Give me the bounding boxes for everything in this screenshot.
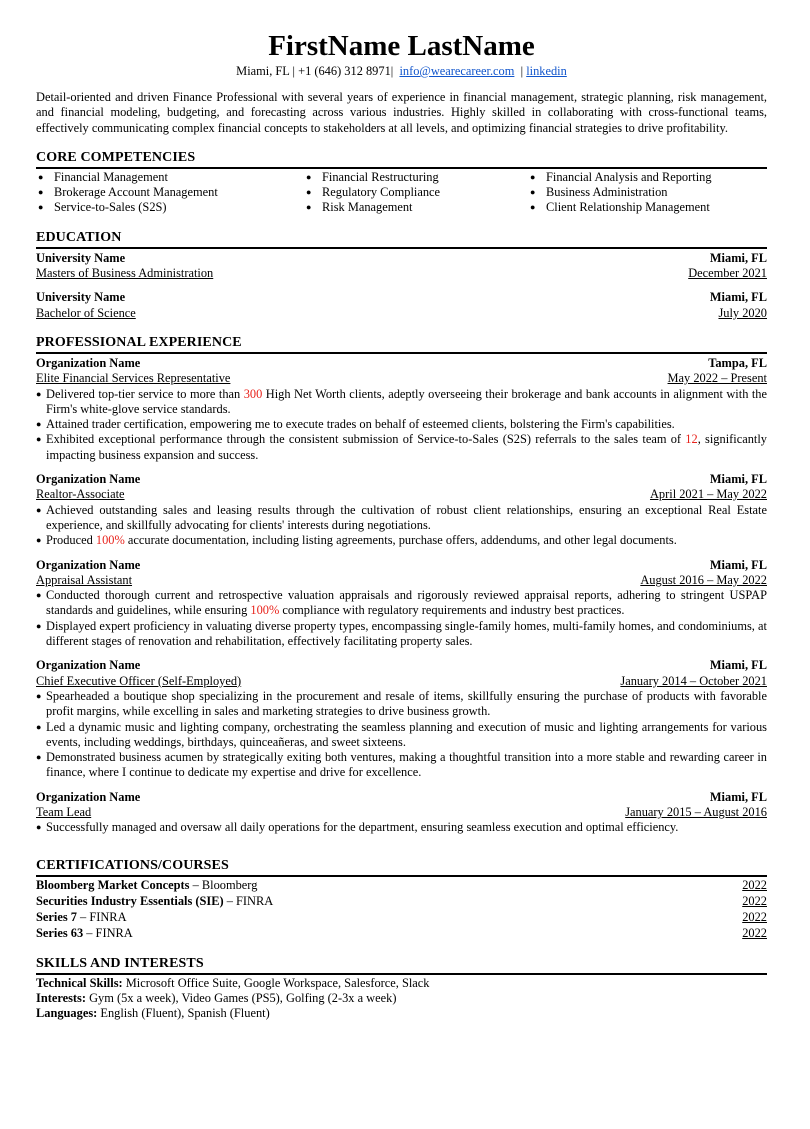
certification-year: 2022 <box>742 926 767 941</box>
competency-column <box>304 170 528 216</box>
section-title: CORE COMPETENCIES <box>36 150 767 169</box>
job-bullet <box>36 503 767 534</box>
organization-name: Organization Name <box>36 472 141 487</box>
certification-label <box>36 926 133 941</box>
section-title: CERTIFICATIONS/COURSES <box>36 858 767 877</box>
organization-name: Organization Name <box>36 557 141 572</box>
certification-label <box>36 878 257 893</box>
organization-name: Organization Name <box>36 658 141 673</box>
job-title: Team Lead <box>36 804 92 819</box>
highlight-figure: 100% <box>250 603 280 618</box>
certification-year: 2022 <box>742 910 767 925</box>
graduation-date: July 2020 <box>718 305 767 320</box>
competency-item: ● Financial Management <box>36 170 304 185</box>
job-bullet <box>36 533 767 548</box>
certifications-section <box>36 858 767 942</box>
bullet-text: Displayed expert proficiency in valuating diverse property types, encompassing single-family homes, multi-family homes, and condominiums, at different stages of renovation and rehabilitation, effectively facilitating property sales. <box>46 618 767 649</box>
highlight-figure: 300 <box>243 386 263 401</box>
bullet-text: Demonstrated business acumen by strategically exiting both ventures, making a thoughtful transition into a more stable and rewarding career in finance, where I continue to dedicate my expertise and drive for excellence. <box>46 750 767 780</box>
bullet-text: , significantly impacting business expansion and success. <box>46 432 767 462</box>
job-bullet <box>36 750 767 781</box>
professional-summary: Detail-oriented and driven Finance Professional with several years of experience in financial management, strategic planning, risk management, and financial modeling, budgeting, and forecasting across various industries. Highly skilled in collaborating with cross-functional teams, effectively communicating complex financial concepts to stakeholders at all levels, and optimizing financial strategies to drive profitability. <box>36 90 767 135</box>
school-name: University Name <box>36 290 126 305</box>
linkedin-link[interactable]: linkedin <box>526 64 567 78</box>
bullet-text: Led a dynamic music and lighting company, orchestrating the seamless planning and execution of music and lighting arrangements for various events, including weddings, birthdays, quinceañeras, and sweet sixteens. <box>46 719 767 749</box>
skill-value: Microsoft Office Suite, Google Workspace, Salesforce, Slack <box>122 975 430 990</box>
highlight-figure: 100% <box>95 533 125 548</box>
experience-section <box>36 335 767 836</box>
bullet-text: Delivered top-tier service to more than <box>46 386 244 401</box>
certification-name: Series 63 <box>36 926 84 941</box>
certification-label <box>36 894 273 909</box>
job-location: Miami, FL <box>709 658 767 673</box>
competency-column <box>528 170 767 216</box>
certification-name: Series 7 <box>36 910 77 925</box>
job-entry <box>36 790 767 836</box>
job-location: Miami, FL <box>709 789 767 804</box>
school-location: Miami, FL <box>709 250 767 265</box>
bullet-text: High Net Worth clients, adeptly overseeing their brokerage and bank accounts in alignment with the Firm's white-glove service standards. <box>46 386 768 416</box>
job-header-row <box>36 356 767 371</box>
job-entry <box>36 472 767 548</box>
competency-item: ● Service-to-Sales (S2S) <box>36 200 304 215</box>
organization-name: Organization Name <box>36 355 141 370</box>
job-dates: January 2014 – October 2021 <box>620 673 767 688</box>
certification-issuer: – FINRA <box>76 910 127 925</box>
certification-label <box>36 910 127 925</box>
competencies-grid <box>36 170 767 216</box>
certification-name: Securities Industry Essentials (SIE) <box>36 893 224 908</box>
job-header-row <box>36 558 767 573</box>
candidate-name: FirstName LastName <box>268 30 535 62</box>
school-location: Miami, FL <box>709 290 767 305</box>
certification-issuer: – FINRA <box>223 893 274 908</box>
bullet-text: Attained trader certification, empowering me to execute trades on behalf of esteemed clients, bolstering the Firm's capabilities. <box>46 417 675 432</box>
section-title: PROFESSIONAL EXPERIENCE <box>36 335 767 354</box>
certification-list <box>36 878 767 942</box>
skills-list <box>36 976 767 1022</box>
job-role-row <box>36 573 767 588</box>
job-dates: May 2022 – Present <box>667 371 767 386</box>
bullet-text: Spearheaded a boutique shop specializing in the procurement and resale of items, skillfully ensuring the purchase of products with favorable profit margins, while excelling in sales and marketing strategies to drive business growth. <box>46 688 767 719</box>
education-section <box>36 230 767 321</box>
bullet-text: Successfully managed and oversaw all daily operations for the department, ensuring seamless execution and optimal efficiency. <box>46 820 679 835</box>
certification-row <box>36 894 767 909</box>
competency-item: ● Business Administration <box>528 185 767 200</box>
competency-item: ● Client Relationship Management <box>528 200 767 215</box>
job-dates: April 2021 – May 2022 <box>649 487 767 502</box>
job-title: Elite Financial Services Representative <box>36 371 231 386</box>
job-title: Realtor-Associate <box>36 487 125 502</box>
education-header-row <box>36 290 767 305</box>
job-bullet <box>36 720 767 751</box>
competency-item: ● Brokerage Account Management <box>36 185 304 200</box>
skill-label: Languages: <box>36 1006 98 1021</box>
bullet-text: Exhibited exceptional performance through the consistent submission of Service-to-Sales (S2S) referrals to the sales team of <box>46 432 686 447</box>
job-entry <box>36 356 767 463</box>
job-bullet <box>36 820 767 835</box>
school-name: University Name <box>36 250 126 265</box>
job-bullet <box>36 588 767 619</box>
competency-item: ● Financial Restructuring <box>304 170 528 185</box>
job-bullet <box>36 619 767 650</box>
certification-row <box>36 878 767 893</box>
email-link[interactable]: info@wearecareer.com <box>399 64 515 78</box>
skill-label: Technical Skills: <box>36 975 123 990</box>
competency-column <box>36 170 304 216</box>
job-location: Tampa, FL <box>708 355 767 370</box>
section-title: SKILLS AND INTERESTS <box>36 956 767 975</box>
section-title: EDUCATION <box>36 230 767 249</box>
education-header-row <box>36 251 767 266</box>
job-title: Chief Executive Officer (Self-Employed) <box>36 673 242 688</box>
job-role-row <box>36 674 767 689</box>
job-bullet <box>36 689 767 720</box>
bullet-text: compliance with regulatory requirements and industry best practices. <box>279 603 625 618</box>
job-title: Appraisal Assistant <box>36 572 133 587</box>
job-location: Miami, FL <box>709 557 767 572</box>
contact-separator: | <box>520 64 524 78</box>
job-header-row <box>36 658 767 673</box>
contact-location-phone: Miami, FL | +1 (646) 312 8971| <box>236 64 394 78</box>
job-header-row <box>36 790 767 805</box>
organization-name: Organization Name <box>36 789 141 804</box>
graduation-date: December 2021 <box>688 266 767 281</box>
education-detail-row <box>36 266 767 281</box>
contact-line <box>36 64 767 79</box>
education-detail-row <box>36 306 767 321</box>
job-bullet <box>36 432 767 463</box>
job-header-row <box>36 472 767 487</box>
certification-year: 2022 <box>742 877 767 892</box>
job-dates: August 2016 – May 2022 <box>640 572 767 587</box>
job-list <box>36 356 767 836</box>
certification-row <box>36 910 767 925</box>
job-bullet <box>36 417 767 432</box>
job-entry <box>36 658 767 780</box>
bullet-text: accurate documentation, including listing agreements, purchase offers, addendums, and other legal documents. <box>124 533 677 548</box>
degree-name: Masters of Business Administration <box>36 266 214 281</box>
skill-value: Gym (5x a week), Video Games (PS5), Golfing (2-3x a week) <box>86 991 397 1006</box>
degree-name: Bachelor of Science <box>36 305 136 320</box>
skill-line <box>36 1006 767 1021</box>
job-entry <box>36 558 767 650</box>
education-list <box>36 251 767 321</box>
certification-issuer: – Bloomberg <box>189 877 258 892</box>
job-dates: January 2015 – August 2016 <box>625 804 767 819</box>
education-entry <box>36 290 767 321</box>
certification-name: Bloomberg Market Concepts <box>36 877 190 892</box>
job-role-row <box>36 805 767 820</box>
certification-issuer: – FINRA <box>83 926 133 941</box>
skill-value: English (Fluent), Spanish (Fluent) <box>97 1006 270 1021</box>
bullet-text: Conducted thorough current and retrospective valuation appraisals and rigorously reviewed appraisal reports, adhering to stringent USPAP standards and guidelines, while ensuring <box>46 588 767 618</box>
competency-item: ● Risk Management <box>304 200 528 215</box>
competency-item: ● Financial Analysis and Reporting <box>528 170 767 185</box>
job-bullet <box>36 387 767 418</box>
core-competencies-section <box>36 150 767 216</box>
competency-item: ● Regulatory Compliance <box>304 185 528 200</box>
bullet-text: Produced <box>46 533 96 548</box>
skill-line <box>36 976 767 991</box>
job-location: Miami, FL <box>709 472 767 487</box>
education-entry <box>36 251 767 282</box>
certification-year: 2022 <box>742 893 767 908</box>
job-role-row <box>36 487 767 502</box>
highlight-figure: 12 <box>685 432 698 447</box>
skill-label: Interests: <box>36 991 87 1006</box>
resume-page <box>36 30 767 1022</box>
job-role-row <box>36 371 767 386</box>
bullet-text: Achieved outstanding sales and leasing results through the cultivation of robust client relationships, ensuring an exceptional Real Estate experience, and skillfully advocating for clients' interests during negotiations. <box>46 502 767 532</box>
certification-row <box>36 926 767 941</box>
skills-section <box>36 956 767 1022</box>
skill-line <box>36 991 767 1006</box>
